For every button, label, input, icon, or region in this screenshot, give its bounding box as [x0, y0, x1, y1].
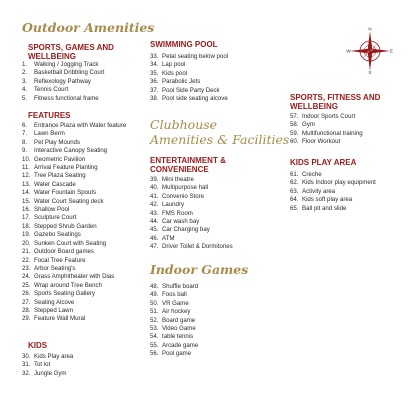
swimming-pool-heading: SWIMMING POOL: [150, 40, 218, 49]
list-item: [22, 240, 126, 248]
item-label: Mini theatre: [162, 176, 194, 183]
item-number: 32.: [22, 369, 31, 377]
features-list: [22, 122, 126, 324]
item-label: Shallow Pool: [34, 206, 70, 214]
item-number: 24.: [22, 273, 31, 281]
list-item: [22, 223, 126, 231]
list-item: [150, 235, 233, 243]
list-item: [290, 196, 376, 204]
item-label: Entrance Plaza with Water feature: [34, 122, 127, 129]
kids-heading: KIDS: [28, 341, 48, 350]
item-label: Pool game: [162, 350, 192, 358]
item-label: Pool side seating alcove: [162, 95, 228, 103]
item-label: Indoor Sports Court: [302, 113, 356, 120]
item-number: 31.: [22, 361, 31, 369]
item-label: Kids Play area: [34, 353, 74, 360]
list-item: [290, 171, 376, 179]
item-number: 11.: [22, 164, 31, 172]
sports-games-heading: SPORTS, GAMES AND WELLBEING: [28, 43, 114, 61]
item-label: FMS Room: [162, 209, 193, 217]
item-number: 34.: [150, 61, 159, 69]
item-number: 59.: [290, 129, 299, 137]
list-item: [290, 113, 363, 121]
item-number: 61.: [290, 171, 299, 178]
item-number: 43.: [150, 209, 159, 217]
list-item: [22, 69, 104, 77]
item-number: 7.: [22, 130, 28, 138]
item-label: Outdoor Board games: [34, 248, 94, 256]
list-item: [22, 78, 104, 86]
item-number: 63.: [290, 187, 299, 195]
item-number: 8.: [22, 138, 28, 146]
list-item: [150, 95, 228, 103]
item-label: Tree Plaza Seating: [34, 172, 86, 180]
item-number: 23.: [22, 264, 31, 272]
item-number: 6.: [22, 122, 28, 129]
item-number: 39.: [150, 176, 159, 183]
item-number: 44.: [150, 218, 159, 226]
list-item: [22, 257, 126, 265]
item-number: 45.: [150, 226, 159, 234]
item-label: Creche: [302, 171, 322, 178]
list-item: [150, 176, 233, 184]
list-item: [22, 361, 73, 369]
list-item: [22, 299, 126, 307]
item-number: 26.: [22, 290, 31, 298]
clubhouse-title-line2: Amenities & Facilities: [150, 132, 290, 147]
list-item: [22, 172, 126, 180]
item-label: Kids Indoor play equipment: [302, 179, 376, 187]
item-label: Lawn Berm: [34, 130, 65, 138]
list-item: [22, 164, 126, 172]
item-label: Water Fountain Spouts: [34, 189, 97, 197]
list-item: [150, 333, 198, 341]
item-label: Tot lot: [34, 361, 51, 369]
compass-rose-icon: [347, 28, 393, 74]
list-item: [22, 370, 73, 378]
item-label: Car Charging bay: [162, 226, 210, 234]
item-number: 19.: [22, 231, 31, 239]
list-item: [22, 315, 126, 323]
item-label: Wrap around Tree Bench: [34, 281, 102, 289]
item-label: Shuffle board: [162, 283, 199, 290]
list-item: [22, 248, 126, 256]
item-number: 41.: [150, 192, 159, 200]
item-number: 4.: [22, 86, 28, 94]
item-label: Seating Alcove: [34, 298, 75, 306]
kids-list: [22, 353, 73, 378]
list-item: [290, 138, 363, 146]
item-number: 55.: [150, 341, 159, 349]
item-label: Floor Workout: [302, 138, 341, 146]
entertainment-list: [150, 176, 233, 252]
list-item: [150, 226, 233, 234]
item-label: table tennis: [162, 333, 194, 341]
item-number: 17.: [22, 214, 31, 222]
item-number: 2.: [22, 69, 28, 77]
item-label: Focal Tree Feature: [34, 256, 86, 264]
item-label: Geometric Pavilion: [34, 155, 86, 163]
item-label: Sculpture Court: [34, 214, 77, 222]
item-number: 13.: [22, 180, 31, 188]
list-item: [150, 342, 198, 350]
item-number: 56.: [150, 350, 159, 358]
item-number: 12.: [22, 172, 31, 180]
item-number: 33.: [150, 53, 159, 60]
list-item: [22, 181, 126, 189]
item-label: ATM: [162, 234, 175, 242]
item-number: 38.: [150, 95, 159, 103]
list-item: [150, 184, 233, 192]
list-item: [150, 308, 198, 316]
item-number: 10.: [22, 155, 31, 163]
list-item: [22, 282, 126, 290]
list-item: [290, 130, 363, 138]
item-number: 53.: [150, 325, 159, 333]
indoor-games-title: Indoor Games: [150, 262, 249, 277]
item-number: 9.: [22, 147, 28, 155]
list-item: [290, 188, 376, 196]
item-label: Pet Play Mounds: [34, 138, 81, 146]
list-item: [150, 283, 198, 291]
item-number: 47.: [150, 243, 159, 251]
item-label: Sunken Court with Seating: [34, 239, 107, 247]
item-number: 50.: [150, 299, 159, 307]
item-number: 49.: [150, 291, 159, 299]
item-number: 16.: [22, 206, 31, 214]
list-item: [22, 265, 126, 273]
list-item: [290, 179, 376, 187]
item-label: Multipurpose hall: [162, 184, 209, 192]
swimming-pool-list: [150, 53, 228, 103]
list-item: [22, 189, 126, 197]
compass-north: N: [368, 26, 372, 32]
sports-fitness-list: [290, 113, 363, 147]
compass-south: S: [368, 70, 372, 75]
item-label: Stepped Shrub Garden: [34, 222, 97, 230]
item-number: 60.: [290, 138, 299, 146]
item-label: Arcade game: [162, 341, 199, 349]
item-number: 22.: [22, 256, 31, 264]
item-number: 15.: [22, 197, 31, 205]
list-item: [150, 70, 228, 78]
list-item: [22, 86, 104, 94]
item-label: Water Cascade: [34, 180, 76, 188]
list-item: [22, 198, 126, 206]
sports-fitness-heading: SPORTS, FITNESS AND WELLBEING: [290, 93, 381, 111]
item-label: Arrival Feature Planting: [34, 164, 98, 172]
item-label: Feature Wall Mural: [34, 315, 86, 323]
list-item: [22, 139, 126, 147]
item-number: 65.: [290, 204, 299, 212]
item-label: VR Game: [162, 299, 189, 307]
item-number: 58.: [290, 121, 299, 129]
list-item: [150, 218, 233, 226]
list-item: [150, 243, 233, 251]
list-item: [150, 317, 198, 325]
item-label: Water Court Seating deck: [34, 197, 104, 205]
item-label: Laundry: [162, 201, 185, 209]
clubhouse-title: [150, 117, 290, 147]
list-item: [22, 156, 126, 164]
item-number: 35.: [150, 69, 159, 77]
item-label: Lap pool: [162, 61, 186, 69]
item-number: 25.: [22, 281, 31, 289]
item-number: 51.: [150, 308, 159, 316]
list-item: [150, 78, 228, 86]
list-item: [290, 121, 363, 129]
list-item: [22, 231, 126, 239]
item-label: Basketball Dribbling Court: [34, 69, 105, 77]
item-number: 40.: [150, 184, 159, 192]
item-label: Gym: [302, 121, 315, 129]
item-label: Pool Side Party Deck: [162, 86, 220, 94]
list-item: [22, 130, 126, 138]
item-number: 5.: [22, 94, 28, 102]
list-item: [150, 53, 228, 61]
kids-play-heading: KIDS PLAY AREA: [290, 158, 357, 167]
item-label: Stepped Lawn: [34, 306, 73, 314]
item-label: Activity area: [302, 187, 336, 195]
item-number: 20.: [22, 239, 31, 247]
features-heading: FEATURES: [28, 111, 71, 120]
item-number: 37.: [150, 86, 159, 94]
item-number: 27.: [22, 298, 31, 306]
item-label: Jungle Gym: [34, 369, 67, 377]
kids-play-list: [290, 171, 376, 213]
list-item: [150, 201, 233, 209]
item-number: 21.: [22, 248, 31, 256]
clubhouse-title-line1: Clubhouse: [150, 117, 218, 132]
item-number: 52.: [150, 316, 159, 324]
list-item: [150, 300, 198, 308]
item-label: Reflexology Pathway: [34, 77, 91, 85]
item-number: 48.: [150, 283, 159, 290]
item-label: Driver Toilet & Dormitories: [162, 243, 233, 251]
item-label: Convenio Store: [162, 192, 205, 200]
indoor-games-list: [150, 283, 198, 359]
item-label: Foos ball: [162, 291, 187, 299]
item-label: Interactive Canopy Seating: [34, 147, 108, 155]
list-item: [150, 210, 233, 218]
item-label: Ball pit and slide: [302, 204, 347, 212]
list-item: [150, 325, 198, 333]
list-item: [22, 147, 126, 155]
item-label: Grass Amphitheater with Dias: [34, 273, 115, 281]
item-label: Fitness functional frame: [34, 94, 99, 102]
item-number: 42.: [150, 201, 159, 209]
item-label: Arbor Seating's: [34, 264, 76, 272]
item-label: Petal seating below pool: [162, 53, 229, 60]
list-item: [22, 273, 126, 281]
item-label: Kids soft play area: [302, 196, 353, 204]
list-item: [22, 307, 126, 315]
item-label: Tennis Court: [34, 86, 69, 94]
list-item: [22, 206, 126, 214]
list-item: [150, 193, 233, 201]
entertainment-heading: ENTERTAINMENT & CONVENIENCE: [150, 156, 226, 174]
item-label: Sports Seating Gallery: [34, 290, 95, 298]
item-number: 30.: [22, 353, 31, 360]
list-item: [150, 87, 228, 95]
item-label: Gazebo Seatings: [34, 231, 81, 239]
compass-west: W: [346, 48, 351, 54]
item-label: Parabolic Jets: [162, 78, 201, 86]
item-number: 3.: [22, 77, 28, 85]
list-item: [22, 122, 126, 130]
item-number: 57.: [290, 113, 299, 120]
outdoor-amenities-title: Outdoor Amenities: [22, 20, 155, 35]
item-number: 1.: [22, 61, 28, 68]
item-number: 36.: [150, 78, 159, 86]
item-label: Kids pool: [162, 69, 188, 77]
item-number: 14.: [22, 189, 31, 197]
item-number: 29.: [22, 315, 31, 323]
item-number: 46.: [150, 234, 159, 242]
list-item: [22, 353, 73, 361]
item-label: Air hockey: [162, 308, 191, 316]
item-label: Video Game: [162, 325, 196, 333]
list-item: [22, 214, 126, 222]
list-item: [22, 290, 126, 298]
item-number: 64.: [290, 196, 299, 204]
item-label: Walking / Jogging Track: [34, 61, 99, 68]
list-item: [290, 205, 376, 213]
item-number: 62.: [290, 179, 299, 187]
item-number: 18.: [22, 222, 31, 230]
list-item: [22, 61, 104, 69]
compass-east: E: [389, 48, 394, 54]
item-label: Car wash bay: [162, 218, 200, 226]
list-item: [150, 291, 198, 299]
list-item: [150, 350, 198, 358]
item-number: 54.: [150, 333, 159, 341]
list-item: [150, 61, 228, 69]
sports-games-list: [22, 61, 104, 103]
item-number: 28.: [22, 306, 31, 314]
item-label: Board game: [162, 316, 196, 324]
item-label: Multifunctional training: [302, 129, 363, 137]
list-item: [22, 95, 104, 103]
